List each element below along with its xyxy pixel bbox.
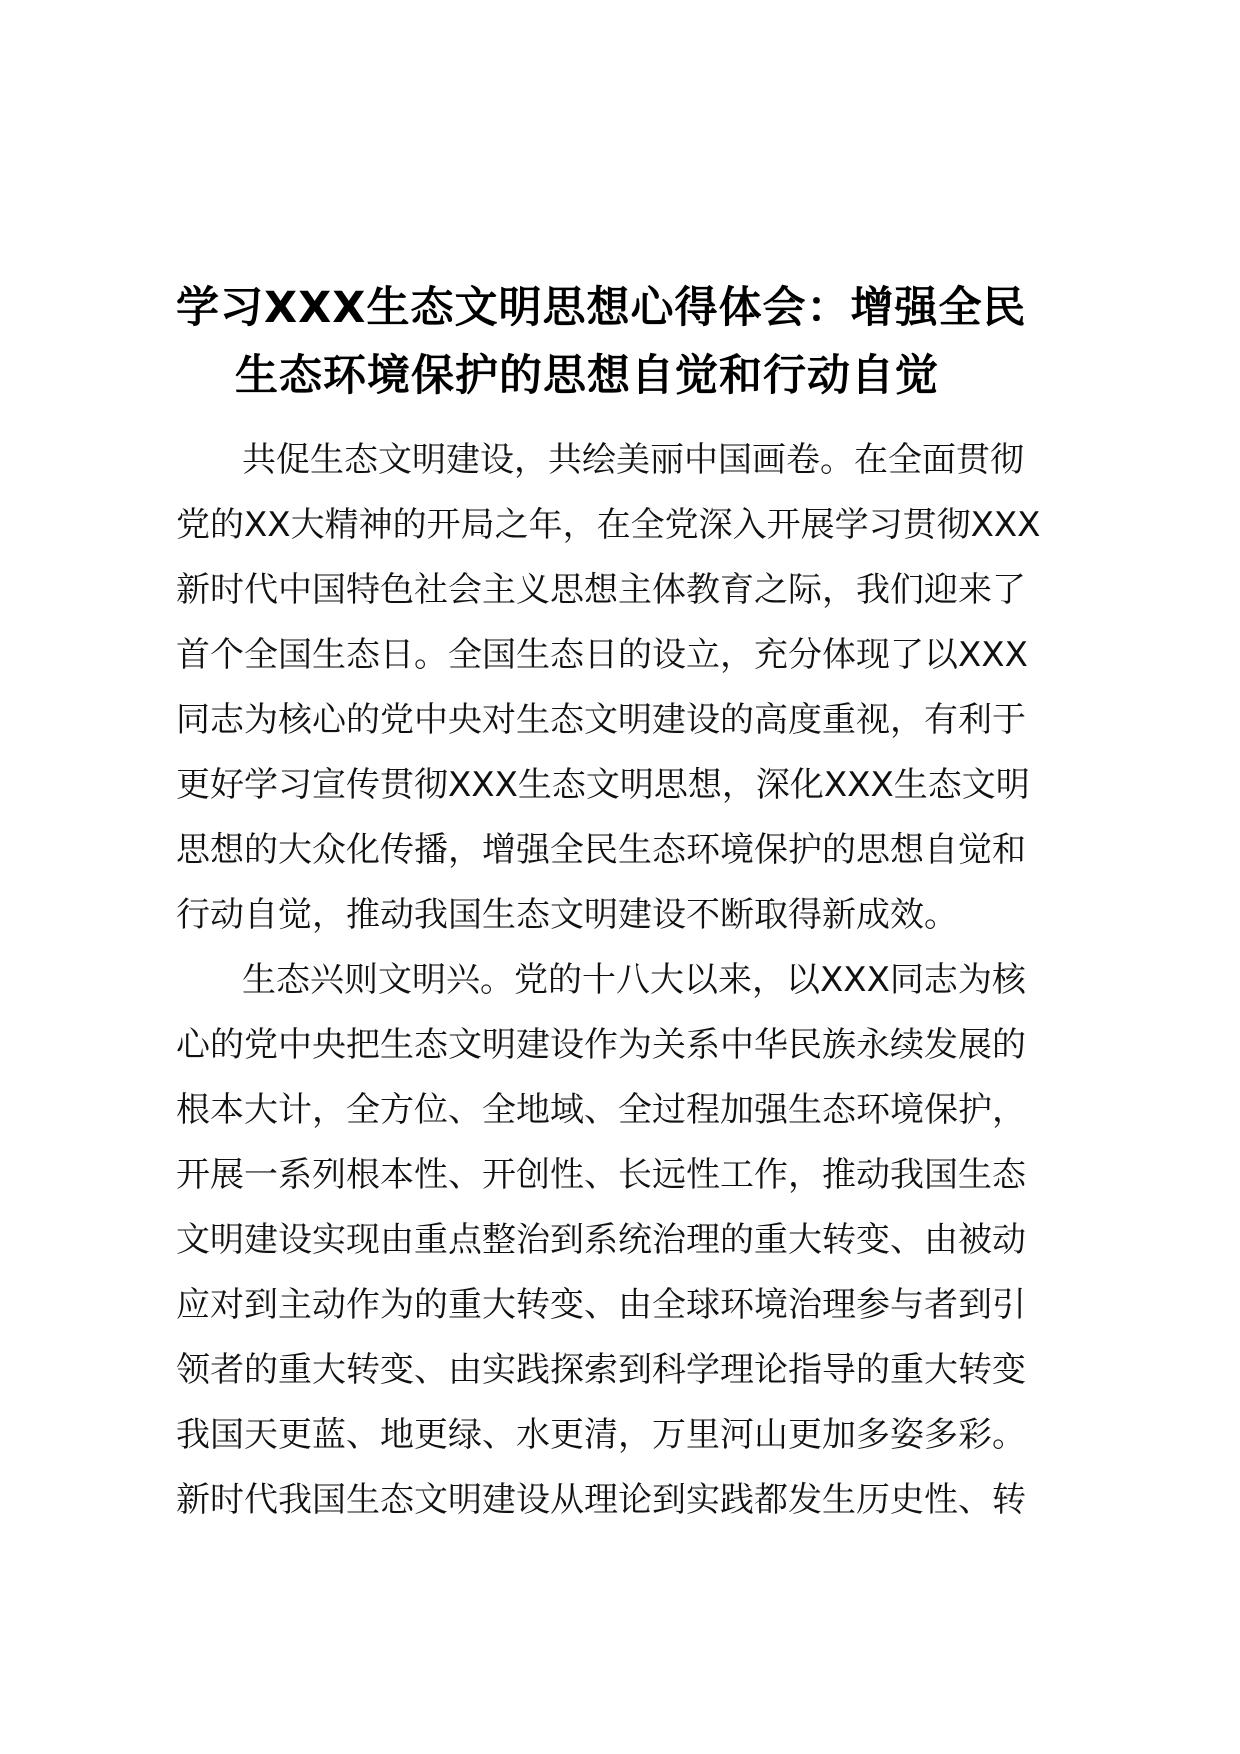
paragraph-2-line: 领者的重大转变、由实践探索到科学理论指导的重大转变 bbox=[176, 1350, 1026, 1390]
title-line: 生态环境保护的思想自觉和行动自觉 bbox=[235, 351, 939, 401]
paragraph-1-line: 党的XX大精神的开局之年，在全党深入开展学习贯彻XXX bbox=[176, 505, 1041, 545]
paragraph-2-line: 我国天更蓝、地更绿、水更清，万里河山更加多姿多彩。 bbox=[176, 1415, 1026, 1455]
document-title bbox=[0, 274, 1240, 410]
title-line: 学习XXX生态文明思想心得体会：增强全民 bbox=[176, 283, 1027, 333]
paragraph-2-line: 心的党中央把生态文明建设作为关系中华民族永续发展的 bbox=[176, 1025, 1026, 1065]
paragraph-2-line: 文明建设实现由重点整治到系统治理的重大转变、由被动 bbox=[176, 1220, 1026, 1260]
paragraph-1-line: 行动自觉，推动我国生态文明建设不断取得新成效。 bbox=[176, 895, 958, 935]
document-body bbox=[176, 428, 1096, 1533]
paragraph-1-line: 共促生态文明建设，共绘美丽中国画卷。在全面贯彻 bbox=[242, 440, 1024, 480]
paragraph-2-line: 生态兴则文明兴。党的十八大以来，以XXX同志为核 bbox=[242, 960, 1026, 1000]
paragraph-1-line: 更好学习宣传贯彻XXX生态文明思想，深化XXX生态文明 bbox=[176, 765, 1030, 805]
paragraph-1-line: 思想的大众化传播，增强全民生态环境保护的思想自觉和 bbox=[176, 830, 1026, 870]
paragraph-1-line: 新时代中国特色社会主义思想主体教育之际，我们迎来了 bbox=[176, 570, 1026, 610]
paragraph-2-line: 应对到主动作为的重大转变、由全球环境治理参与者到引 bbox=[176, 1285, 1026, 1325]
paragraph-2-line: 开展一系列根本性、开创性、长远性工作，推动我国生态 bbox=[176, 1155, 1026, 1195]
paragraph-2-line: 根本大计，全方位、全地域、全过程加强生态环境保护， bbox=[176, 1090, 1026, 1130]
paragraph-1-line: 同志为核心的党中央对生态文明建设的高度重视，有利于 bbox=[176, 700, 1026, 740]
paragraph-1-line: 首个全国生态日。全国生态日的设立，充分体现了以XXX bbox=[176, 635, 1028, 675]
paragraph-2-line: 新时代我国生态文明建设从理论到实践都发生历史性、转 bbox=[176, 1480, 1026, 1520]
